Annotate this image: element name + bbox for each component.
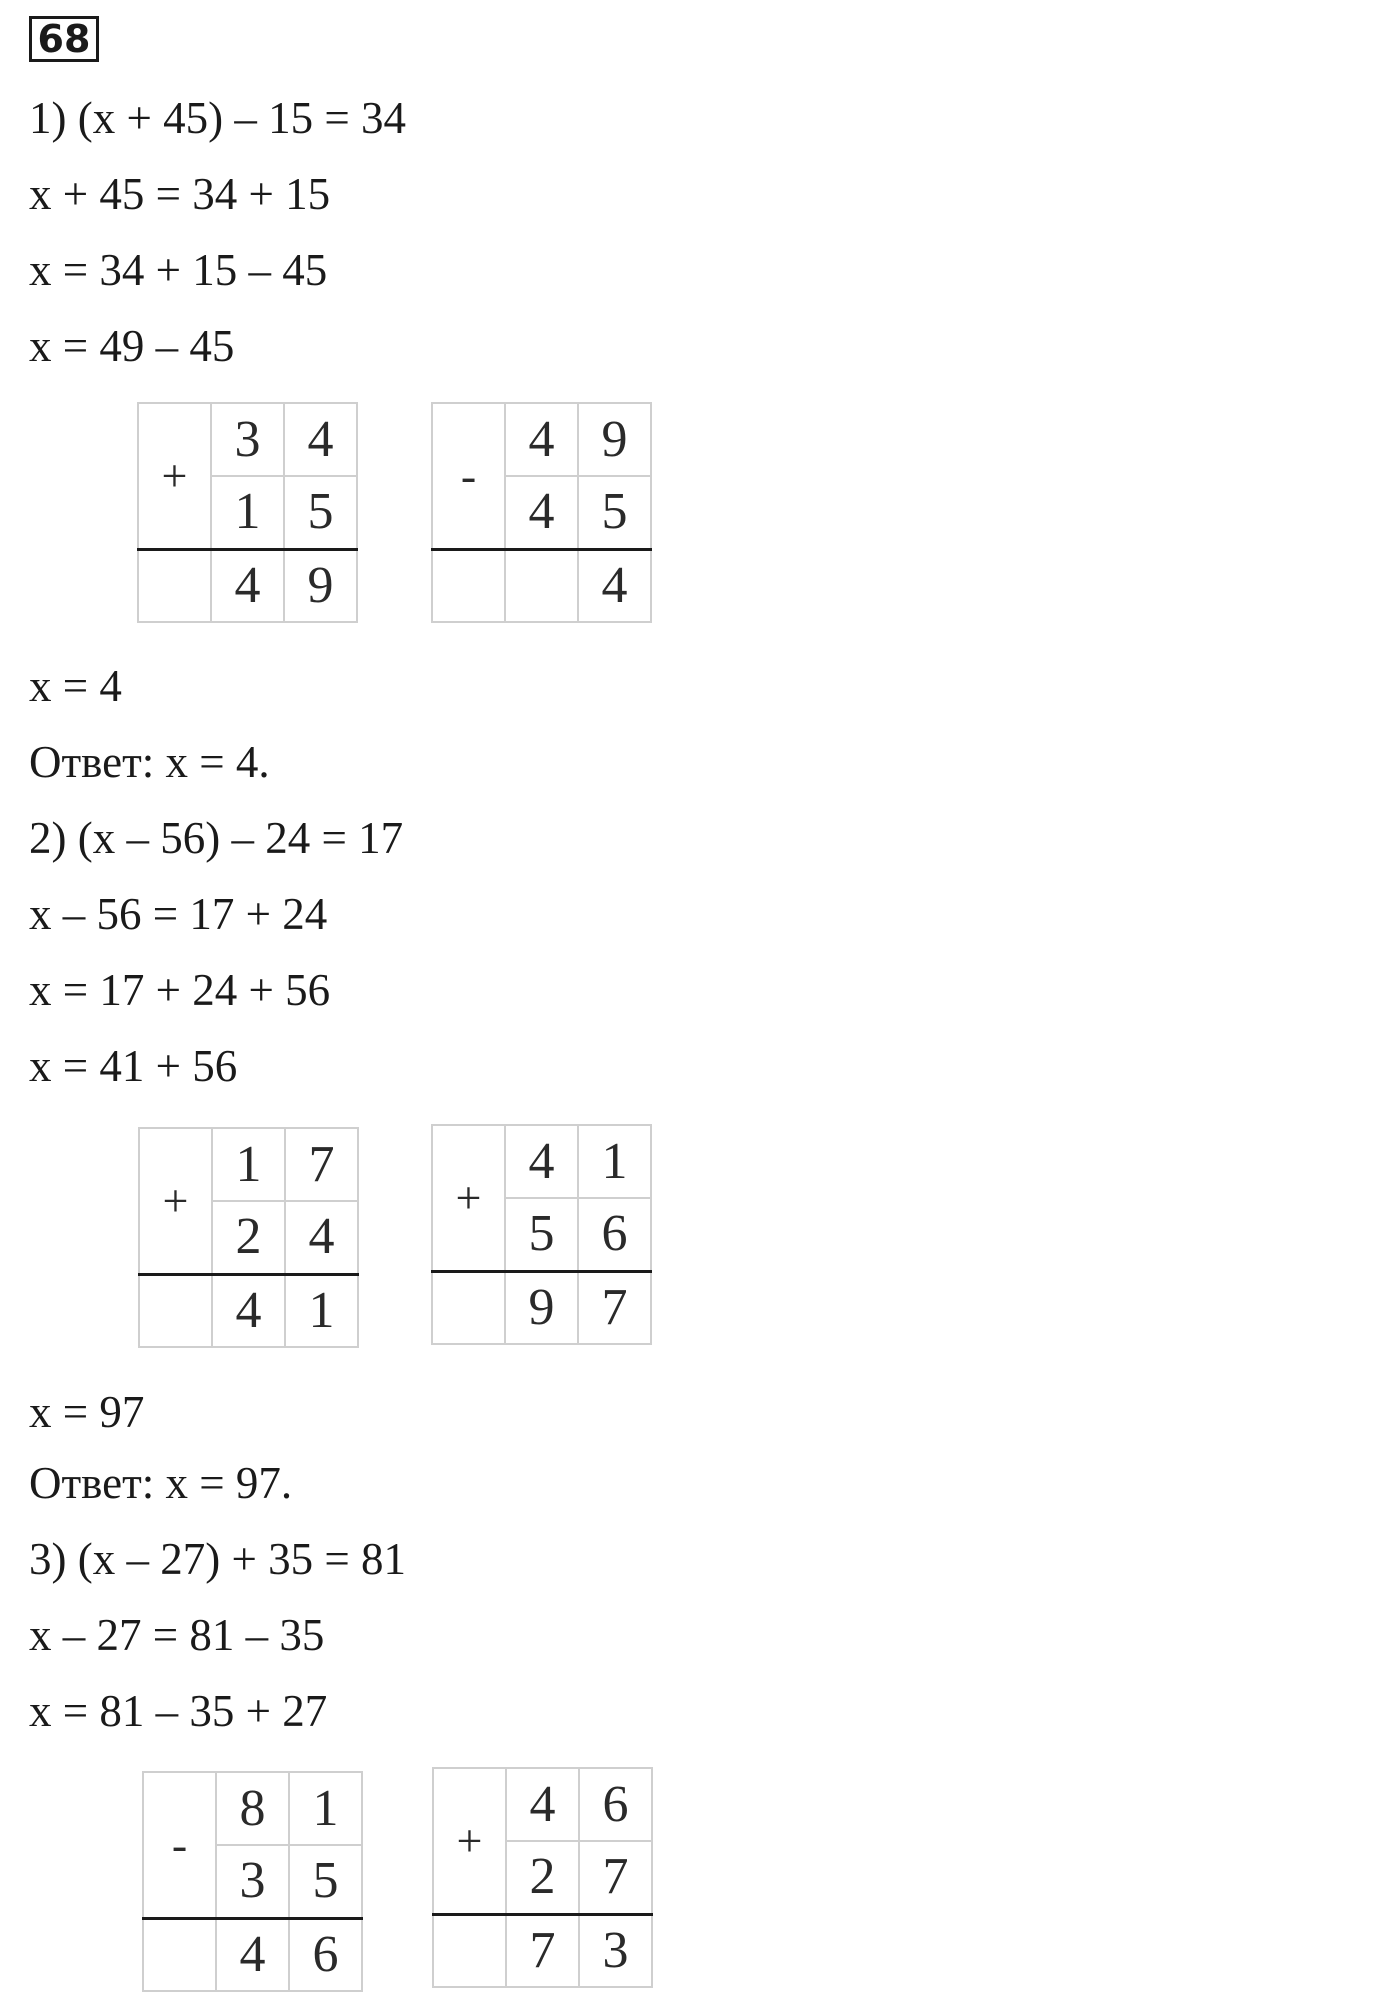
result-cell	[505, 549, 578, 622]
digit-cell: 4	[505, 1125, 578, 1198]
part3-step-1: x – 27 = 81 – 35	[29, 1610, 325, 1660]
digit-cell: 4	[505, 403, 578, 476]
digit-cell: 4	[285, 1201, 358, 1274]
digit-cell: 6	[579, 1768, 652, 1841]
digit-cell: 5	[505, 1198, 578, 1271]
part2-solution: x = 97	[29, 1387, 145, 1437]
part3-addition-column	[432, 1767, 653, 1988]
operation-sign: +	[433, 1768, 506, 1914]
operation-sign: +	[139, 1128, 212, 1274]
part1-answer: Ответ: x = 4.	[29, 737, 270, 787]
digit-cell: 9	[578, 403, 651, 476]
digit-cell: 7	[285, 1128, 358, 1201]
part3-subtraction-column	[142, 1771, 363, 1992]
result-cell: 7	[506, 1914, 579, 1987]
operation-sign: -	[143, 1772, 216, 1918]
part1-solution: x = 4	[29, 661, 122, 711]
digit-cell: 5	[578, 476, 651, 549]
digit-cell: 8	[216, 1772, 289, 1845]
part1-step-3: x = 49 – 45	[29, 321, 235, 371]
part2-addition-column-a	[138, 1127, 359, 1348]
result-cell: 3	[579, 1914, 652, 1987]
part1-step-2: x = 34 + 15 – 45	[29, 245, 328, 295]
result-cell: 9	[284, 549, 357, 622]
operation-sign: -	[432, 403, 505, 549]
result-cell: 4	[216, 1918, 289, 1991]
result-cell: 4	[211, 549, 284, 622]
part1-equation: 1) (x + 45) – 15 = 34	[29, 93, 406, 143]
result-cell	[138, 549, 211, 622]
digit-cell: 4	[284, 403, 357, 476]
part2-step-3: x = 41 + 56	[29, 1041, 238, 1091]
digit-cell: 7	[579, 1841, 652, 1914]
result-cell: 4	[578, 549, 651, 622]
digit-cell: 2	[212, 1201, 285, 1274]
part1-addition-column	[137, 402, 358, 623]
digit-cell: 3	[216, 1845, 289, 1918]
result-cell: 4	[212, 1274, 285, 1347]
result-cell: 9	[505, 1271, 578, 1344]
result-cell	[433, 1914, 506, 1987]
result-cell	[432, 549, 505, 622]
part3-step-2: x = 81 – 35 + 27	[29, 1686, 328, 1736]
part3-equation: 3) (x – 27) + 35 = 81	[29, 1534, 406, 1584]
operation-sign: +	[432, 1125, 505, 1271]
digit-cell: 3	[211, 403, 284, 476]
part2-step-2: x = 17 + 24 + 56	[29, 965, 331, 1015]
digit-cell: 1	[211, 476, 284, 549]
part2-equation: 2) (x – 56) – 24 = 17	[29, 813, 404, 863]
result-cell	[432, 1271, 505, 1344]
part2-addition-column-b	[431, 1124, 652, 1345]
operation-sign: +	[138, 403, 211, 549]
result-cell: 7	[578, 1271, 651, 1344]
part2-answer: Ответ: x = 97.	[29, 1458, 293, 1508]
result-cell	[143, 1918, 216, 1991]
digit-cell: 1	[212, 1128, 285, 1201]
task-number-badge: 68	[29, 16, 99, 62]
digit-cell: 2	[506, 1841, 579, 1914]
digit-cell: 5	[284, 476, 357, 549]
digit-cell: 6	[578, 1198, 651, 1271]
result-cell	[139, 1274, 212, 1347]
digit-cell: 4	[506, 1768, 579, 1841]
digit-cell: 5	[289, 1845, 362, 1918]
part1-step-1: x + 45 = 34 + 15	[29, 169, 331, 219]
result-cell: 6	[289, 1918, 362, 1991]
digit-cell: 1	[289, 1772, 362, 1845]
digit-cell: 4	[505, 476, 578, 549]
digit-cell: 1	[578, 1125, 651, 1198]
part1-subtraction-column	[431, 402, 652, 623]
part2-step-1: x – 56 = 17 + 24	[29, 889, 328, 939]
result-cell: 1	[285, 1274, 358, 1347]
